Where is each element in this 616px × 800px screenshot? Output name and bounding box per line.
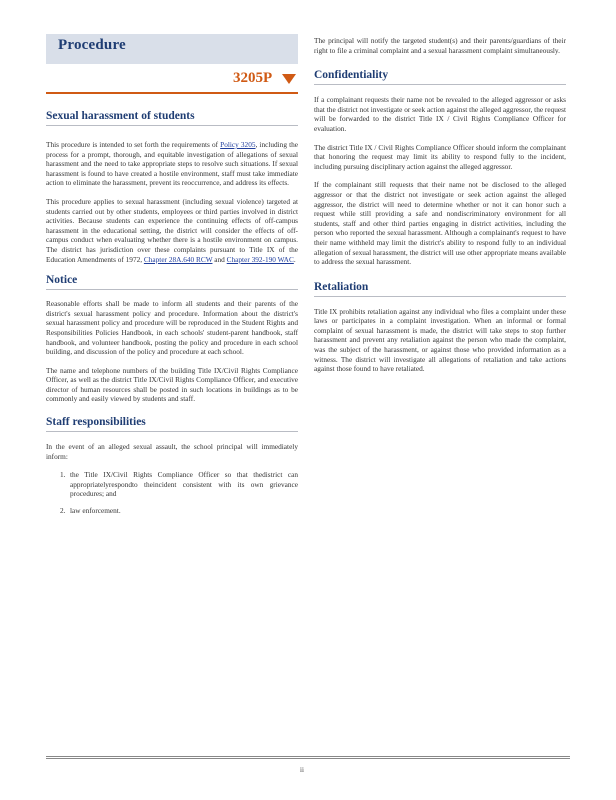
retaliation-paragraph-1: Title IX prohibits retaliation against any individual who files a complaint under these laws or participates in a complaint investigation. When an informal or formal complaint of sexual harassment is made, the district will take steps to stop further harassment and prevent any retaliation against the person who made the complaint, was the subject of the harassment, or against those who provided information as a witness. The district will investigate all allegations of retaliation and take actions against those found to have retaliated. xyxy=(314,306,566,374)
confidentiality-paragraph-2: The district Title IX / Civil Rights Compliance Officer should inform the complainant that honoring the request may limit its ability to respond fully to the incident, including pursuing disciplinary action against the alleged aggressor. xyxy=(314,142,566,171)
policy-3205-link[interactable]: Policy 3205 xyxy=(220,140,256,149)
section-heading-staff-responsibilities: Staff responsibilities xyxy=(46,416,298,432)
chapter-392-190-wac-link[interactable]: Chapter 392-190 WAC xyxy=(226,254,294,264)
confidentiality-paragraph-1: If a complainant requests their name not be revealed to the alleged aggressor or asks that the district not investigate or seek action against the alleged aggressor, the request will be forwarded to the district Title IX / Civil Rights Compliance Officer for evaluation. xyxy=(314,95,566,133)
right-column xyxy=(314,36,566,374)
list-item xyxy=(46,506,298,516)
staff-notify-list xyxy=(46,470,298,515)
section-heading-confidentiality: Confidentiality xyxy=(314,69,566,85)
sexual-harassment-paragraph-1 xyxy=(46,140,298,188)
list-item-text: the Title IX/Civil Rights Compliance Officer so that thedistrict can appropriatelyrespondto theincident consistent with its own grievance procedures; and xyxy=(70,470,298,499)
section-heading-notice: Notice xyxy=(46,274,298,290)
confidentiality-paragraph-3: If the complainant still requests that their name not be disclosed to the alleged aggressor or that the district not investigate or seek action against the alleged aggressor, the district will need to determine whether or not it can honor such a request while still providing a safe and nondiscriminatory environment for all students, staff and other third parties engaging in district activities, including the person who reported the sexual harassment. Although a complainant's request to have their name withheld may limit the district's ability to respond fully to an individual allegation of sexual harassment, the district will use other appropriate means available to address the sexual harassment. xyxy=(314,180,566,267)
staff-paragraph-1: In the event of an alleged sexual assault, the school principal will immediately inform: xyxy=(46,442,298,461)
list-item-number: 2. xyxy=(60,506,66,516)
procedure-title: Procedure xyxy=(58,37,126,53)
list-item-text: law enforcement. xyxy=(70,506,121,516)
page-number: ii xyxy=(300,766,304,774)
policy-number: 3205P xyxy=(233,70,273,86)
p2-text-a: This procedure applies to sexual harassment (including sexual violence) targeted at students carried out by other students, employees or third parties involved in district activities. Because students can experience the continuing effects of off-campus harassment in the educational setting, the district will consider the effects of off-campus conduct when evaluating whether there is a hostile environment on campus. The district has jurisdiction over these complaints pursuant to Title IX of the Education Amendments of 1972, xyxy=(46,196,298,264)
notice-paragraph-1: Reasonable efforts shall be made to inform all students and their parents of the district's sexual harassment policy and procedure. Information about the district's sexual harassment policy and procedure will be reproduced in the Student Rights and Responsibilities Policies Handbook, in each schools' student-parent handbook, staff handbook, and volunteer handbook, posting the policy and procedure in each school building, and discussion of the policy and procedure at each school. xyxy=(46,299,298,357)
chapter-28a640-rcw-link[interactable]: Chapter 28A.640 RCW xyxy=(143,254,213,264)
footer-divider-top xyxy=(46,756,570,757)
notice-paragraph-2: The name and telephone numbers of the building Title IX/Civil Rights Compliance Officer, as well as the district Title IX/Civil Rights Compliance Officer, and executive director of human resources shall be posted in such locations in buildings as to be commonly and easily viewed by students and staff. xyxy=(46,365,298,404)
left-column xyxy=(46,110,298,516)
p2-text-and: and xyxy=(212,254,227,264)
section-heading-sexual-harassment: Sexual harassment of students xyxy=(46,110,298,126)
principal-notify-paragraph: The principal will notify the targeted student(s) and their parents/guardians of their right to file a criminal complaint and a sexual harassment complaint simultaneously. xyxy=(314,36,566,55)
footer-divider-bottom xyxy=(46,758,570,759)
header-divider xyxy=(46,92,298,94)
triangle-down-icon xyxy=(282,74,296,84)
sexual-harassment-paragraph-2 xyxy=(46,197,298,264)
p1-text-b: , including the process for a prompt, thorough, and equitable investigation of allegations of sexual harassment and the need to take appropriate steps to resolve such situations. If sexual harassment is found to have created a hostile environment, staff must take immediate action to eliminate the harassment, prevent its reoccurrence, and address its effects. xyxy=(46,140,298,188)
p2-text-end: . xyxy=(293,254,296,264)
list-item xyxy=(46,470,298,499)
list-item-number: 1. xyxy=(60,470,66,480)
p1-text-a: This procedure is intended to set forth the requirements of xyxy=(46,140,221,149)
section-heading-retaliation: Retaliation xyxy=(314,281,566,297)
